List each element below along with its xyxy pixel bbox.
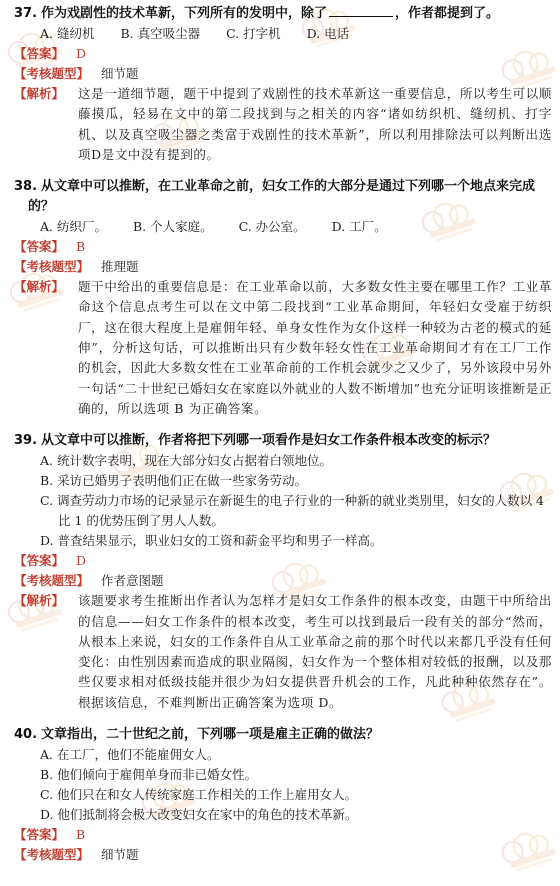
option-c: C. 调查劳动力市场的记录显示在新诞生的电子行业的一种新的就业类别里，妇女的人数以 4 比 1 的优势压倒了男人人数。 xyxy=(40,493,544,529)
option-c: C. 打字机 xyxy=(226,26,281,41)
answer-tag: 【答案】 xyxy=(14,827,65,843)
question-number: 37. xyxy=(14,6,38,21)
type-row xyxy=(14,845,552,865)
analysis-tag: 【解析】 xyxy=(14,279,65,295)
analysis-text: 题干中给出的重要信息是：在工业革命以前，大多数女性主要在哪里工作？工业革命这个信息点考生可以在文中第二段找到“工业革命期间，年轻妇女受雇于纺织厂，这在很大程度上是雇佣年轻、单身女性作为女仆这样一种较为古老的模式的延伸”，分析这句话，可以推断出只有少数年轻女性在工业革命期间才有在工厂工作的机会，因此大多数女性在工业革命前的工作机会就少之又少了，另外该段中另外一句话“二十世纪已婚妇女在家庭以外就业的人数不断增加”也充分证明该推断是正确的，所以选项 B 为正确答案。 xyxy=(78,279,552,416)
option-a: A. 在工厂，他们不能雇佣女人。 xyxy=(40,747,220,763)
question-stem xyxy=(14,177,552,217)
exam-answer-page xyxy=(14,4,552,865)
answer-tag: 【答案】 xyxy=(14,239,65,255)
option-c: C. 办公室。 xyxy=(238,219,306,235)
analysis-text: 该题要求考生推断出作者认为怎样才是妇女工作条件的根本改变，由题干中所给出的信息——妇女工作条件的根本改变，考生可以找到最后一段有关的部分“然而，从根本上来说，妇女的工作条件自从工业革命之前的那个时代以来都几乎没有任何变化：由性别因素而造成的职业隔阂，妇女作为一个整体相对较低的报酬，以及那些仅要求相对低级技能并很少为妇女提供晋升机会的工作，凡此种种依然存在”。根据该信息，不难判断出正确答案为选项 D。 xyxy=(78,593,552,710)
analysis-text: 这是一道细节题，题干中提到了戏剧性的技术革新这一重要信息，所以考生可以顺藤摸瓜，轻易在文中的第二段找到与之相关的内容“诸如纺织机、缝纫机、打字机、以及真空吸尘器之类富于戏剧性的技术革新”，所以利用排除法可以判断出选项D是文中没有提到的。 xyxy=(78,86,552,162)
type-tag: 【考核题型】 xyxy=(14,259,90,275)
answer-row xyxy=(14,237,552,257)
answer-tag: 【答案】 xyxy=(14,46,65,61)
type-tag: 【考核题型】 xyxy=(14,66,90,81)
option-b: B. 个人家庭。 xyxy=(132,219,213,235)
option-d: D. 电话 xyxy=(306,26,350,41)
answer-row xyxy=(14,44,552,64)
type-value: 细节题 xyxy=(101,66,139,81)
type-row xyxy=(14,64,552,84)
option-b: B. 真空吸尘器 xyxy=(120,26,201,41)
options xyxy=(14,217,552,237)
analysis-row xyxy=(14,591,552,713)
question-stem xyxy=(14,431,552,451)
answer-blank xyxy=(329,4,393,17)
question-40 xyxy=(14,725,552,865)
type-value: 作者意图题 xyxy=(101,573,164,589)
analysis-tag: 【解析】 xyxy=(14,86,65,101)
option-d: D. 他们抵制将会极大改变妇女在家中的角色的技术革新。 xyxy=(40,807,358,823)
answer-tag: 【答案】 xyxy=(14,553,65,569)
analysis-row xyxy=(14,84,552,165)
stem-text: 文章指出，二十世纪之前，下列哪一项是雇主正确的做法？ xyxy=(41,727,380,743)
question-39 xyxy=(14,431,552,713)
question-stem xyxy=(14,4,552,24)
option-b: B. 采访已婚男子表明他们正在做一些家务劳动。 xyxy=(40,473,308,489)
question-37 xyxy=(14,4,552,165)
option-a: A. 纺织厂。 xyxy=(40,219,107,235)
question-number: 40. xyxy=(14,727,38,743)
answer-value: B xyxy=(76,827,86,843)
option-b: B. 他们倾向于雇佣单身而非已婚女性。 xyxy=(40,767,258,783)
stem-text-before-blank: 作为戏剧性的技术革新，下列所有的发明中，除了 xyxy=(41,6,328,21)
type-row xyxy=(14,257,552,277)
answer-row xyxy=(14,825,552,845)
answer-value: B xyxy=(76,239,86,255)
stem-text-after-blank: ，作者都提到了。 xyxy=(395,6,500,21)
question-stem xyxy=(14,725,552,745)
option-d: D. 普查结果显示，职业妇女的工资和薪金平均和男子一样高。 xyxy=(40,533,383,549)
answer-value: D xyxy=(76,46,87,61)
analysis-tag: 【解析】 xyxy=(14,593,65,609)
stem-text: 从文章中可以推断，在工业革命之前，妇女工作的大部分是通过下列哪一个地点来完成的？ xyxy=(28,179,536,215)
stem-text: 从文章中可以推断，作者将把下列哪一项看作是妇女工作条件根本改变的标示？ xyxy=(41,433,497,449)
analysis-row xyxy=(14,277,552,419)
option-a: A. 统计数字表明，现在大部分妇女占据着白领地位。 xyxy=(40,453,332,469)
type-tag: 【考核题型】 xyxy=(14,573,90,589)
type-tag: 【考核题型】 xyxy=(14,847,90,863)
type-value: 推理题 xyxy=(101,259,139,275)
options xyxy=(14,24,552,44)
answer-row xyxy=(14,551,552,571)
option-d: D. 工厂。 xyxy=(331,219,387,235)
type-row xyxy=(14,571,552,591)
question-number: 39. xyxy=(14,433,38,449)
type-value: 细节题 xyxy=(101,847,139,863)
answer-value: D xyxy=(76,553,87,569)
option-c: C. 他们只在和女人传统家庭工作相关的工作上雇用女人。 xyxy=(40,787,358,803)
question-number: 38. xyxy=(14,179,38,195)
question-38 xyxy=(14,177,552,419)
option-a: A. 缝纫机 xyxy=(40,26,95,41)
